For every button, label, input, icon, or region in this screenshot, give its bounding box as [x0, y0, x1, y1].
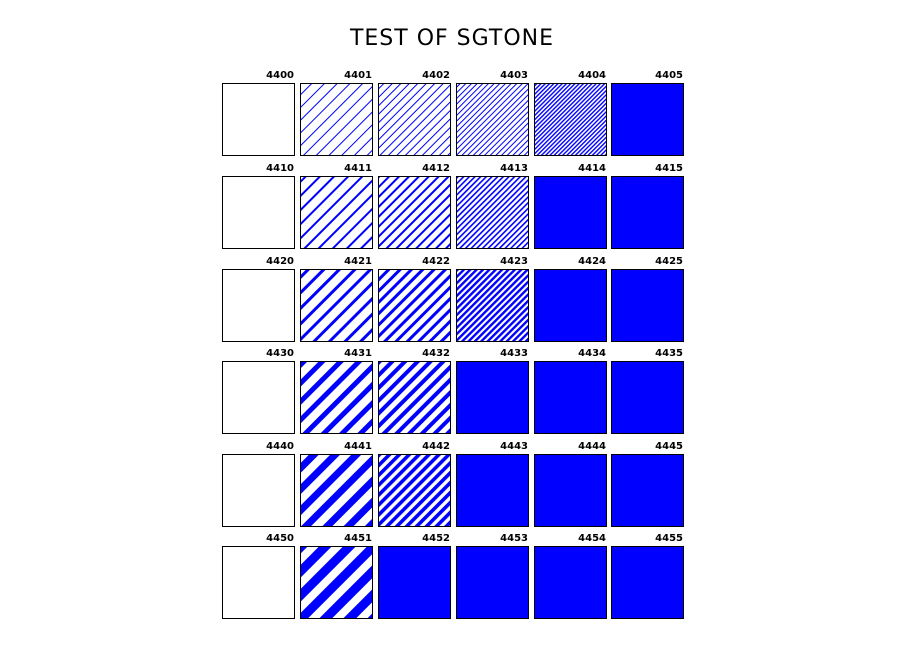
tone-swatch	[301, 362, 373, 434]
tone-cell-4423	[457, 256, 529, 342]
tone-code-label: 4402	[422, 70, 450, 81]
tone-swatch	[457, 177, 529, 249]
tone-swatch	[457, 362, 529, 434]
tone-swatch	[379, 177, 451, 249]
tone-code-label: 4444	[578, 441, 606, 452]
tone-swatch	[223, 270, 295, 342]
tone-cell-4412	[379, 163, 451, 249]
tone-swatch	[457, 455, 529, 527]
tone-swatch	[379, 455, 451, 527]
tone-cell-4422	[379, 256, 451, 342]
tone-cell-4433	[457, 348, 529, 434]
tone-code-label: 4425	[655, 256, 683, 267]
tone-swatch	[379, 84, 451, 156]
tone-swatch	[301, 84, 373, 156]
tone-code-label: 4421	[344, 256, 372, 267]
tone-swatch	[301, 177, 373, 249]
tone-swatch	[612, 547, 684, 619]
page-title: TEST OF SGTONE	[349, 26, 555, 51]
tone-code-label: 4432	[422, 348, 450, 359]
tone-swatch	[535, 455, 607, 527]
tone-swatch	[535, 270, 607, 342]
tone-swatch	[223, 362, 295, 434]
tone-code-label: 4451	[344, 533, 372, 544]
tone-swatch	[379, 270, 451, 342]
tone-cell-4421	[301, 256, 373, 342]
tone-swatch	[612, 455, 684, 527]
tone-code-label: 4443	[500, 441, 528, 452]
tone-code-label: 4404	[578, 70, 606, 81]
tone-code-label: 4420	[266, 256, 294, 267]
tone-cell-4434	[535, 348, 607, 434]
tone-cell-4402	[379, 70, 451, 156]
tone-code-label: 4405	[655, 70, 683, 81]
tone-code-label: 4452	[422, 533, 450, 544]
tone-swatch	[457, 547, 529, 619]
tone-code-label: 4442	[422, 441, 450, 452]
tone-cell-4410	[223, 163, 295, 249]
tone-cell-4455	[612, 533, 684, 619]
tone-cell-4441	[301, 441, 373, 527]
tone-code-label: 4434	[578, 348, 606, 359]
tone-code-label: 4423	[500, 256, 528, 267]
tone-cell-4425	[612, 256, 684, 342]
tone-code-label: 4433	[500, 348, 528, 359]
tone-code-label: 4453	[500, 533, 528, 544]
tone-code-label: 4435	[655, 348, 683, 359]
tone-cell-4444	[535, 441, 607, 527]
tone-cell-4411	[301, 163, 373, 249]
tone-cell-4424	[535, 256, 607, 342]
tone-swatch	[535, 84, 607, 156]
tone-cell-4453	[457, 533, 529, 619]
tone-code-label: 4401	[344, 70, 372, 81]
tone-code-label: 4424	[578, 256, 606, 267]
tone-code-label: 4412	[422, 163, 450, 174]
tone-swatch	[301, 455, 373, 527]
tone-swatch	[301, 270, 373, 342]
tone-cell-4435	[612, 348, 684, 434]
tone-swatch	[535, 362, 607, 434]
tone-cell-4420	[223, 256, 295, 342]
tone-swatch	[379, 362, 451, 434]
tone-code-label: 4413	[500, 163, 528, 174]
tone-code-label: 4400	[266, 70, 294, 81]
tone-cell-4405	[612, 70, 684, 156]
tone-code-label: 4431	[344, 348, 372, 359]
tone-cell-4430	[223, 348, 295, 434]
tone-cell-4445	[612, 441, 684, 527]
tone-swatch	[612, 177, 684, 249]
tone-cell-4403	[457, 70, 529, 156]
tone-swatch	[535, 547, 607, 619]
tone-swatch	[612, 270, 684, 342]
tone-code-label: 4450	[266, 533, 294, 544]
tone-code-label: 4410	[266, 163, 294, 174]
tone-swatch	[457, 84, 529, 156]
tone-code-label: 4411	[344, 163, 372, 174]
tone-cell-4451	[301, 533, 373, 619]
tone-cell-4452	[379, 533, 451, 619]
tone-swatch	[223, 177, 295, 249]
tone-swatch	[379, 547, 451, 619]
tone-code-label: 4445	[655, 441, 683, 452]
tone-cell-4454	[535, 533, 607, 619]
tone-code-label: 4454	[578, 533, 606, 544]
tone-swatch	[223, 547, 295, 619]
tone-code-label: 4441	[344, 441, 372, 452]
tone-cell-4401	[301, 70, 373, 156]
tone-code-label: 4415	[655, 163, 683, 174]
tone-cell-4442	[379, 441, 451, 527]
tone-swatch	[223, 455, 295, 527]
tone-cell-4440	[223, 441, 295, 527]
tone-swatch	[612, 84, 684, 156]
tone-code-label: 4403	[500, 70, 528, 81]
tone-swatch	[612, 362, 684, 434]
tone-code-label: 4414	[578, 163, 606, 174]
tone-cell-4415	[612, 163, 684, 249]
tone-cell-4431	[301, 348, 373, 434]
tone-cell-4432	[379, 348, 451, 434]
tone-code-label: 4455	[655, 533, 683, 544]
tone-code-label: 4430	[266, 348, 294, 359]
tone-swatch	[301, 547, 373, 619]
tone-cell-4413	[457, 163, 529, 249]
tone-swatch	[457, 270, 529, 342]
tone-cell-4443	[457, 441, 529, 527]
tone-cell-4414	[535, 163, 607, 249]
tone-swatch	[535, 177, 607, 249]
tone-cell-4450	[223, 533, 295, 619]
tone-code-label: 4440	[266, 441, 294, 452]
tone-cell-4400	[223, 70, 295, 156]
tone-code-label: 4422	[422, 256, 450, 267]
tone-swatch	[223, 84, 295, 156]
tone-cell-4404	[535, 70, 607, 156]
